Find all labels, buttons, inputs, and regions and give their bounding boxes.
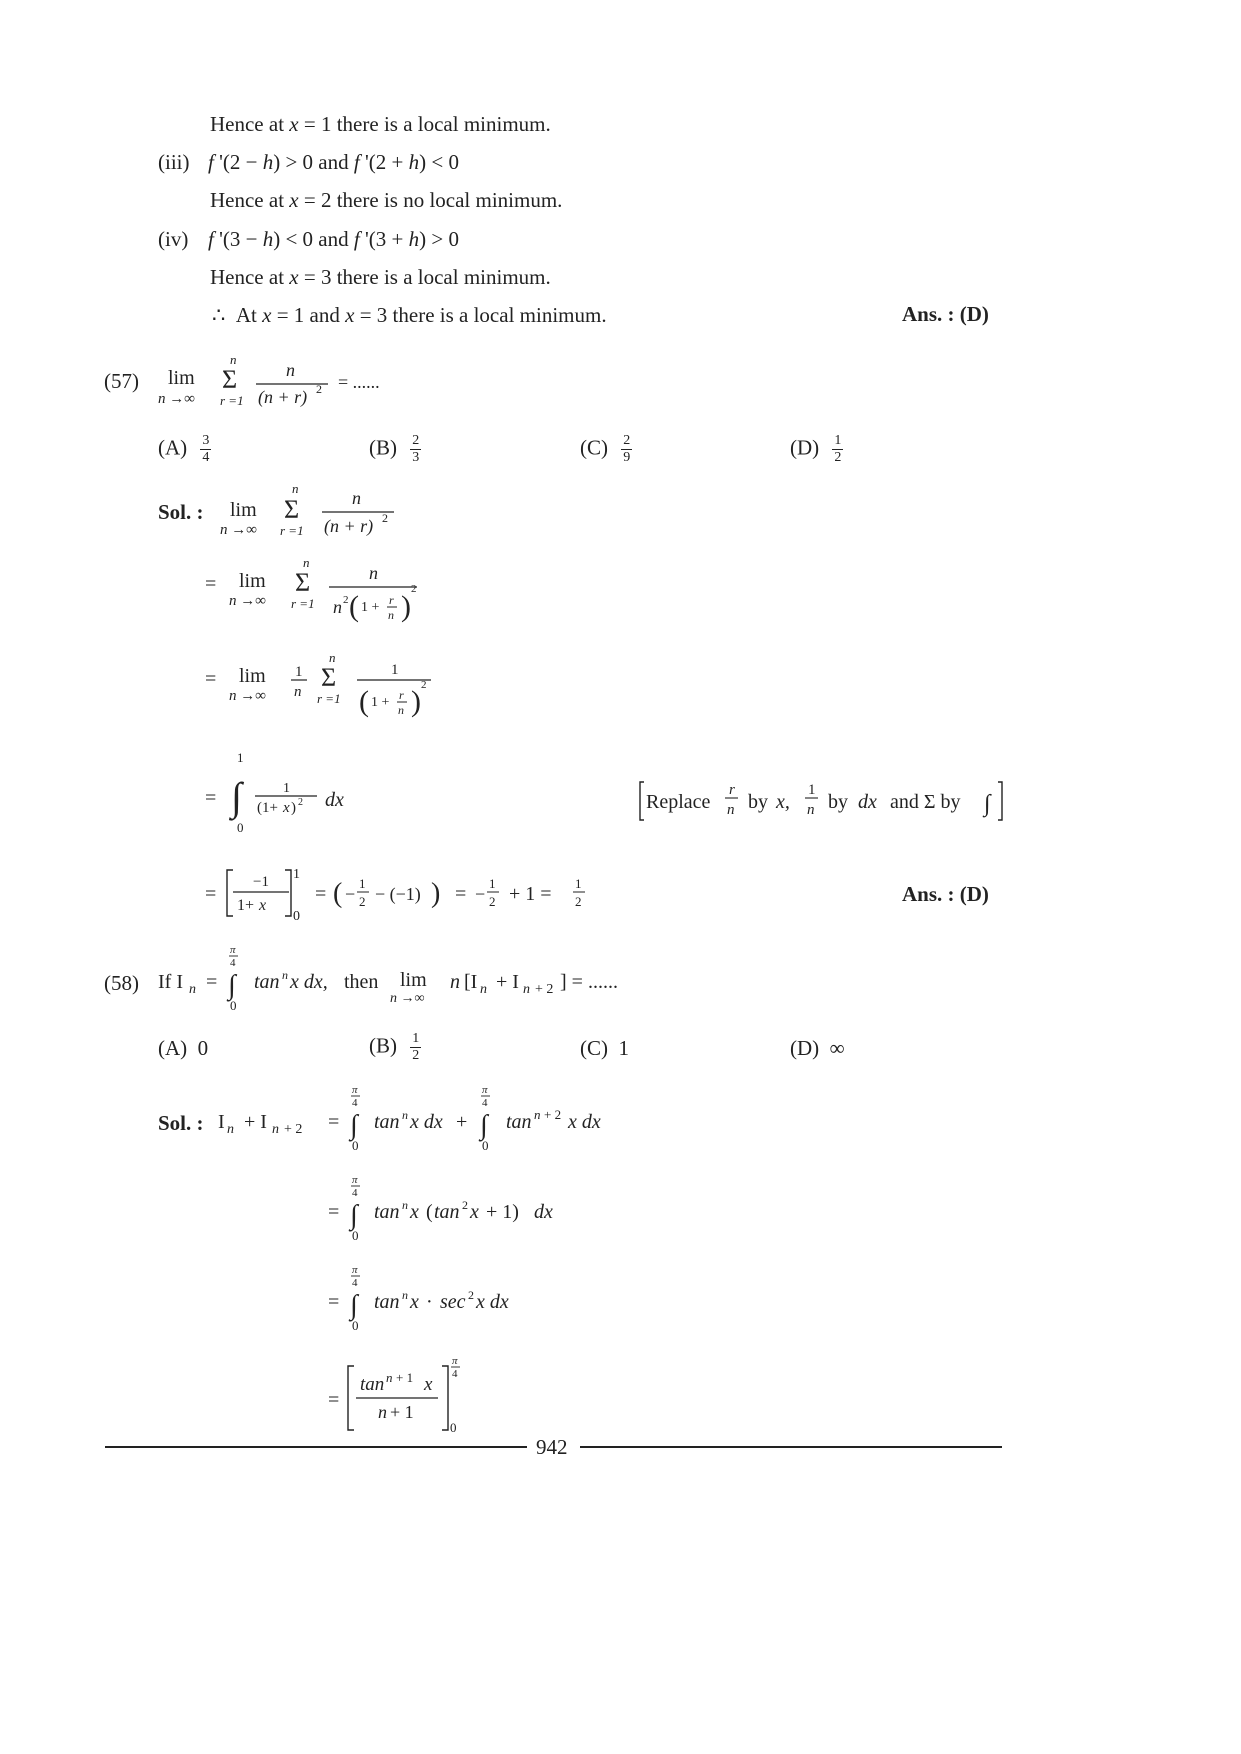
svg-text:1 +: 1 +: [371, 695, 390, 710]
svg-text:+ 1: + 1: [390, 1402, 414, 1422]
svg-text:tan: tan: [506, 1111, 532, 1133]
svg-text:x: x: [283, 800, 290, 816]
q57-sol-step2: [205, 555, 445, 635]
svg-text:π: π: [352, 1174, 358, 1186]
svg-text:=: =: [328, 1111, 340, 1133]
svg-text:1: 1: [808, 782, 816, 798]
svg-text:(n + r): (n + r): [258, 387, 308, 407]
svg-text:4: 4: [352, 1277, 358, 1289]
q57-sol-step4-formula: [205, 748, 365, 838]
svg-text:2: 2: [298, 797, 303, 808]
svg-text:tan: tan: [374, 1111, 400, 1133]
svg-text:): ): [291, 800, 296, 816]
svg-text:n →∞: n →∞: [229, 688, 266, 704]
q57-replace-note-formula: [636, 778, 1006, 824]
q58-statement: [156, 942, 656, 1016]
svg-text:=: =: [328, 1201, 340, 1223]
svg-text:n: n: [402, 1198, 408, 1212]
svg-text:n: n: [294, 684, 302, 700]
q57-sol-step3-formula: [205, 650, 445, 730]
svg-text:+ 1): + 1): [486, 1201, 519, 1223]
q58-option-c[interactable]: (C) 1: [580, 1036, 629, 1060]
svg-text:+ 2: + 2: [544, 1107, 562, 1122]
q57-number: (57): [104, 369, 139, 393]
q57-replace-note: [636, 778, 1006, 824]
svg-text:and Σ by: and Σ by: [890, 791, 961, 813]
q57-answer: Ans. : (D): [902, 882, 989, 906]
prev-iii-result: Hence at x = 2 there is no local minimum.: [210, 188, 563, 212]
q57-sol-label: Sol. :: [158, 500, 204, 524]
q58-statement-formula: [156, 942, 656, 1016]
svg-text:Replace: Replace: [646, 791, 711, 813]
svg-text:4: 4: [352, 1097, 358, 1109]
svg-text:n: n: [282, 968, 288, 982]
svg-text:dx: dx: [858, 791, 877, 813]
svg-text:1: 1: [237, 750, 244, 765]
svg-text:lim: lim: [400, 969, 427, 991]
svg-text:n →∞: n →∞: [390, 991, 425, 1006]
svg-text:∫: ∫: [228, 970, 236, 1001]
svg-text:0: 0: [482, 1138, 489, 1153]
svg-text:x: x: [410, 1291, 419, 1313]
svg-text:2: 2: [468, 1288, 474, 1302]
svg-text:2: 2: [489, 894, 496, 909]
svg-text:1: 1: [391, 662, 399, 678]
svg-text:x dx,: x dx,: [290, 971, 328, 993]
svg-text:1 +: 1 +: [361, 600, 380, 615]
q58-sol-step1-formula: [218, 1082, 638, 1156]
svg-text:r: r: [389, 593, 394, 607]
svg-text:=: =: [328, 1389, 340, 1411]
svg-text:+ 1 =: + 1 =: [509, 883, 552, 905]
q57-option-d[interactable]: (D) $\frac{1}{2}$: [790, 433, 842, 465]
svg-text:2: 2: [462, 1198, 468, 1212]
q58-option-a[interactable]: (A) 0: [158, 1036, 209, 1060]
svg-text:n: n: [189, 982, 196, 997]
svg-text:n →∞: n →∞: [158, 391, 195, 407]
svg-text:n: n: [227, 1122, 234, 1137]
svg-text:n: n: [386, 1370, 393, 1385]
svg-text:x: x: [470, 1201, 479, 1223]
svg-text:2: 2: [382, 511, 388, 525]
svg-text:=: =: [206, 971, 218, 993]
svg-text:π: π: [230, 944, 236, 956]
svg-text:dx: dx: [325, 789, 344, 811]
svg-text:π: π: [482, 1084, 488, 1096]
svg-text:x,: x,: [776, 791, 790, 813]
prev-answer: Ans. : (D): [902, 302, 989, 326]
svg-text:n: n: [272, 1122, 279, 1137]
svg-text:dx: dx: [534, 1201, 553, 1223]
svg-text:=: =: [455, 883, 467, 905]
q57-sol-step3: [205, 650, 445, 730]
svg-text:): ): [401, 590, 411, 623]
q57-sol-step4: [205, 748, 365, 838]
svg-text:+ I: + I: [244, 1111, 267, 1133]
svg-text:2: 2: [359, 894, 366, 909]
svg-text:r =1: r =1: [291, 596, 315, 611]
svg-text:Σ: Σ: [321, 663, 337, 692]
svg-text:−: −: [475, 884, 486, 904]
svg-text:n: n: [534, 1107, 541, 1122]
svg-text:1: 1: [295, 664, 303, 680]
svg-text:n: n: [303, 555, 310, 570]
svg-text:+ 2: + 2: [284, 1122, 303, 1137]
svg-text:x dx: x dx: [410, 1111, 443, 1133]
svg-text:(: (: [349, 590, 359, 623]
svg-text:tan: tan: [374, 1201, 400, 1223]
svg-text:(: (: [359, 685, 369, 718]
svg-text:lim: lim: [239, 665, 266, 687]
page-number: 942: [536, 1435, 568, 1459]
q58-sol-step3-formula: [320, 1262, 580, 1336]
svg-text:(: (: [333, 878, 343, 909]
svg-text:(1+: (1+: [257, 800, 278, 816]
svg-text:∫: ∫: [350, 1200, 358, 1231]
svg-text:1: 1: [359, 876, 366, 891]
svg-text:2: 2: [411, 583, 417, 595]
footer-rule-left: [105, 1446, 527, 1448]
svg-text:n: n: [727, 802, 735, 818]
svg-text:+ I: + I: [496, 971, 519, 993]
svg-text:=: =: [205, 787, 217, 809]
svg-text:∫: ∫: [480, 1110, 488, 1141]
svg-text:4: 4: [482, 1097, 488, 1109]
q58-sol-step2: [320, 1172, 580, 1246]
svg-text:=: =: [328, 1291, 340, 1313]
svg-text:): ): [411, 685, 421, 718]
svg-text:4: 4: [452, 1368, 458, 1380]
svg-text:tan: tan: [434, 1201, 460, 1223]
q57-sol-step5: [205, 858, 605, 924]
svg-text:r: r: [729, 782, 735, 798]
q58-sol-step2-formula: [320, 1172, 580, 1246]
prev-iv-label: (iv): [158, 227, 189, 251]
svg-text:n: n: [329, 650, 336, 665]
q57-sol-step1-formula: [220, 482, 420, 540]
q57-option-c[interactable]: (C) $\frac{2}{9}$: [580, 433, 631, 465]
q57-sol-step1: [220, 482, 420, 540]
svg-text:0: 0: [450, 1420, 457, 1435]
q57-option-b[interactable]: (B) $\frac{2}{3}$: [369, 433, 420, 465]
svg-text:0: 0: [352, 1138, 359, 1153]
svg-text:+: +: [456, 1111, 468, 1133]
svg-text:x dx: x dx: [568, 1111, 601, 1133]
svg-text:=: =: [315, 883, 327, 905]
svg-text:lim: lim: [239, 570, 266, 592]
svg-text:Σ: Σ: [295, 568, 311, 597]
q58-option-d[interactable]: (D) ∞: [790, 1036, 845, 1060]
svg-text:x: x: [410, 1201, 419, 1223]
svg-text:then: then: [344, 971, 379, 993]
svg-text:r: r: [399, 688, 404, 702]
svg-text:π: π: [352, 1264, 358, 1276]
svg-text:] = ......: ] = ......: [560, 971, 618, 993]
svg-text:n: n: [378, 1402, 387, 1422]
q58-sol-step4-formula: [320, 1352, 520, 1436]
svg-text:∫: ∫: [984, 791, 991, 817]
prev-line1: Hence at x = 1 there is a local minimum.: [210, 112, 551, 136]
svg-text:tan: tan: [360, 1374, 385, 1395]
svg-text:0: 0: [352, 1228, 359, 1243]
prev-iv-result: Hence at x = 3 there is a local minimum.: [210, 265, 551, 289]
svg-text:=: =: [205, 883, 217, 905]
q57-sol-step2-formula: [205, 555, 445, 635]
svg-text:·: ·: [426, 1291, 433, 1313]
svg-text:∫: ∫: [231, 774, 242, 819]
q58-option-b[interactable]: (B) $\frac{1}{2}$: [369, 1031, 420, 1063]
prev-iv-expr: f '(3 − h) < 0 and f '(3 + h) > 0: [208, 227, 459, 251]
svg-text:n: n: [286, 360, 295, 380]
svg-text:x: x: [424, 1374, 433, 1395]
svg-text:n →∞: n →∞: [229, 593, 266, 609]
svg-text:n: n: [388, 608, 394, 622]
svg-text:π: π: [452, 1355, 458, 1367]
q58-sol-step4: [320, 1352, 520, 1436]
svg-text:r =1: r =1: [220, 393, 244, 408]
svg-text:n: n: [230, 356, 237, 367]
svg-text:Σ: Σ: [222, 365, 238, 394]
svg-text:n: n: [369, 563, 378, 583]
svg-text:2: 2: [421, 679, 427, 691]
q57-expression: [158, 356, 418, 412]
svg-text:(: (: [426, 1201, 433, 1223]
svg-text:by: by: [828, 791, 848, 813]
svg-text:∫: ∫: [350, 1290, 358, 1321]
svg-text:−1: −1: [253, 874, 269, 890]
svg-text:(n + r): (n + r): [324, 516, 374, 536]
q57-formula: [158, 356, 418, 412]
svg-text:1: 1: [489, 876, 496, 891]
svg-text:n: n: [807, 802, 815, 818]
svg-text:0: 0: [293, 909, 300, 924]
q57-sol-step5-formula: [205, 858, 605, 924]
svg-text:x dx: x dx: [476, 1291, 509, 1313]
svg-text:−: −: [345, 884, 356, 904]
svg-text:2: 2: [343, 594, 349, 606]
svg-text:If I: If I: [158, 971, 183, 993]
svg-text:= ......: = ......: [338, 372, 380, 392]
svg-text:+ 2: + 2: [535, 982, 554, 997]
svg-text:π: π: [352, 1084, 358, 1096]
svg-text:I: I: [218, 1111, 225, 1133]
svg-text:0: 0: [352, 1318, 359, 1333]
svg-text:4: 4: [230, 957, 236, 969]
svg-text:0: 0: [230, 998, 237, 1013]
svg-text:n →∞: n →∞: [220, 522, 257, 538]
svg-text:lim: lim: [168, 367, 195, 389]
svg-text:n: n: [398, 703, 404, 717]
q58-sol-step3: [320, 1262, 580, 1336]
svg-text:=: =: [205, 668, 217, 690]
svg-text:+ 1: + 1: [396, 1370, 414, 1385]
svg-text:n: n: [480, 982, 487, 997]
svg-text:lim: lim: [230, 499, 257, 521]
svg-text:1: 1: [283, 781, 290, 796]
svg-text:=: =: [205, 573, 217, 595]
svg-text:n: n: [333, 597, 342, 617]
prev-conclusion: ∴ At x = 1 and x = 3 there is a local minimum.: [212, 303, 607, 327]
svg-text:∫: ∫: [350, 1110, 358, 1141]
svg-text:n: n: [292, 482, 299, 496]
svg-text:1: 1: [293, 867, 300, 882]
svg-text:Σ: Σ: [284, 495, 300, 524]
svg-text:1: 1: [575, 876, 582, 891]
svg-text:n: n: [402, 1288, 408, 1302]
svg-text:tan: tan: [254, 971, 280, 993]
svg-text:r =1: r =1: [280, 523, 304, 538]
q58-number: (58): [104, 971, 139, 995]
svg-text:− (−1): − (−1): [375, 884, 421, 904]
svg-text:1+: 1+: [237, 897, 255, 914]
svg-text:4: 4: [352, 1187, 358, 1199]
svg-text:r =1: r =1: [317, 691, 341, 706]
svg-text:): ): [431, 878, 441, 909]
svg-text:0: 0: [237, 820, 244, 835]
footer-rule-right: [580, 1446, 1002, 1448]
q57-option-a[interactable]: (A) $\frac{3}{4}$: [158, 433, 210, 465]
svg-text:2: 2: [575, 894, 582, 909]
svg-text:by: by: [748, 791, 768, 813]
svg-text:tan: tan: [374, 1291, 400, 1313]
prev-iii-expr: f '(2 − h) > 0 and f '(2 + h) < 0: [208, 150, 459, 174]
prev-iii-label: (iii): [158, 150, 190, 174]
q58-sol-step1: [218, 1082, 638, 1156]
svg-text:n: n: [450, 971, 460, 993]
svg-text:2: 2: [316, 382, 322, 396]
q58-sol-label: Sol. :: [158, 1111, 204, 1135]
svg-text:n: n: [402, 1108, 408, 1122]
svg-text:sec: sec: [440, 1291, 466, 1313]
svg-text:[I: [I: [464, 971, 478, 993]
svg-text:n: n: [352, 488, 361, 508]
svg-text:n: n: [523, 982, 530, 997]
svg-text:x: x: [259, 897, 267, 914]
